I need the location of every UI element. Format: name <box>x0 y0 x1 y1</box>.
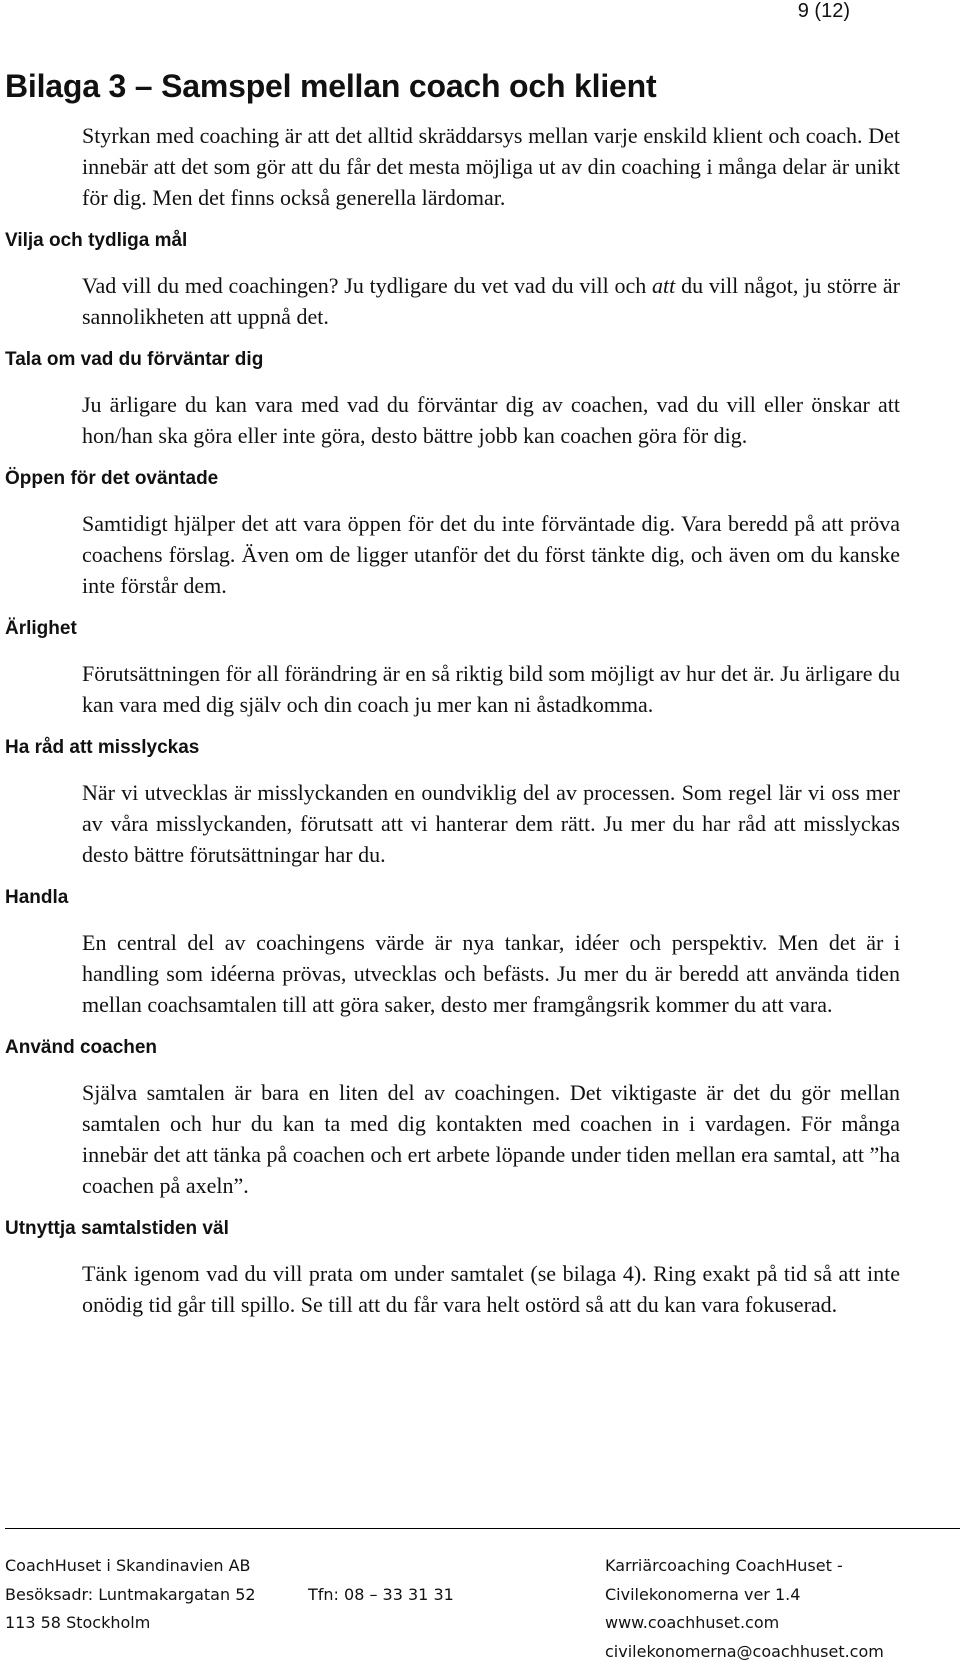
section-heading: Ha råd att misslyckas <box>5 734 900 761</box>
footer-contact <box>308 1552 454 1609</box>
footer-doc-title: Karriärcoaching CoachHuset - <box>605 1552 884 1581</box>
section-paragraph: När vi utvecklas är misslyckanden en oundviklig del av processen. Som regel lär vi oss mer av våra misslyckanden, förutsatt att vi hanterar dem rätt. Ju mer du har råd att misslyckas desto bättre förutsättningar har du. <box>82 777 900 870</box>
section-paragraph: Förutsättningen för all förändring är en så riktig bild som möjligt av hur det är. Ju ärligare du kan vara med dig själv och din coach ju mer kan ni åstadkomma. <box>82 658 900 720</box>
section-heading: Använd coachen <box>5 1034 900 1061</box>
section-paragraph: Samtidigt hjälper det att vara öppen för det du inte förväntade dig. Vara beredd på att pröva coachens förslag. Även om de ligger utanför det du först tänkte dig, och även om du kanske inte förstår dem. <box>82 508 900 601</box>
section-paragraph <box>82 270 900 332</box>
page-title: Bilaga 3 – Samspel mellan coach och klient <box>5 68 656 105</box>
footer-company-name: CoachHuset i Skandinavien AB <box>5 1552 256 1581</box>
footer-divider <box>5 1528 960 1529</box>
emphasis-text: att <box>652 273 675 298</box>
footer-document-info <box>605 1552 884 1666</box>
section-paragraph: Tänk igenom vad du vill prata om under samtalet (se bilaga 4). Ring exakt på tid så att inte onödig tid går till spillo. Se till att du får vara helt ostörd så att du kan vara fokuserad. <box>82 1258 900 1320</box>
section-text: du vill något, ju större är sannolikheten att uppnå det. <box>82 273 900 329</box>
document-body <box>0 120 900 1334</box>
section-heading: Handla <box>5 884 900 911</box>
section-heading: Tala om vad du förväntar dig <box>5 346 900 373</box>
footer-postal: 113 58 Stockholm <box>5 1609 256 1638</box>
section-text: Vad vill du med coachingen? Ju tydligare du vet vad du vill och <box>82 273 652 298</box>
page-number: 9 (12) <box>798 0 850 23</box>
section-paragraph: En central del av coachingens värde är nya tankar, idéer och perspektiv. Men det är i handling som idéerna prövas, utvecklas och befästs. Ju mer du är beredd att använda tiden mellan coachsamtalen till att göra saker, desto mer framgångsrik kommer du att vara. <box>82 927 900 1020</box>
intro-paragraph: Styrkan med coaching är att det alltid skräddarsys mellan varje enskild klient och coach. Det innebär att det som gör att du får det mesta möjliga ut av din coaching i många delar är unikt för dig. Men det finns också generella lärdomar. <box>82 120 900 213</box>
footer-phone: Tfn: 08 – 33 31 31 <box>308 1581 454 1610</box>
section-heading: Vilja och tydliga mål <box>5 227 900 254</box>
section-heading: Ärlighet <box>5 615 900 642</box>
footer-doc-version: Civilekonomerna ver 1.4 <box>605 1581 884 1610</box>
section-heading: Öppen för det oväntade <box>5 465 900 492</box>
footer-address: Besöksadr: Luntmakargatan 52 <box>5 1581 256 1610</box>
footer-email-link[interactable]: civilekonomerna@coachhuset.com <box>605 1638 884 1666</box>
footer-company-info <box>5 1552 256 1638</box>
section-heading: Utnyttja samtalstiden väl <box>5 1215 900 1242</box>
footer-website-link[interactable]: www.coachhuset.com <box>605 1609 884 1638</box>
section-paragraph: Själva samtalen är bara en liten del av coachingen. Det viktigaste är det du gör mellan samtalen och hur du kan ta med dig kontakten med coachen in i vardagen. För många innebär det att tänka på coachen och ert arbete löpande under tiden mellan era samtal, att ”ha coachen på axeln”. <box>82 1077 900 1201</box>
section-paragraph: Ju ärligare du kan vara med vad du förväntar dig av coachen, vad du vill eller önskar att hon/han ska göra eller inte göra, desto bättre jobb kan coachen göra för dig. <box>82 389 900 451</box>
